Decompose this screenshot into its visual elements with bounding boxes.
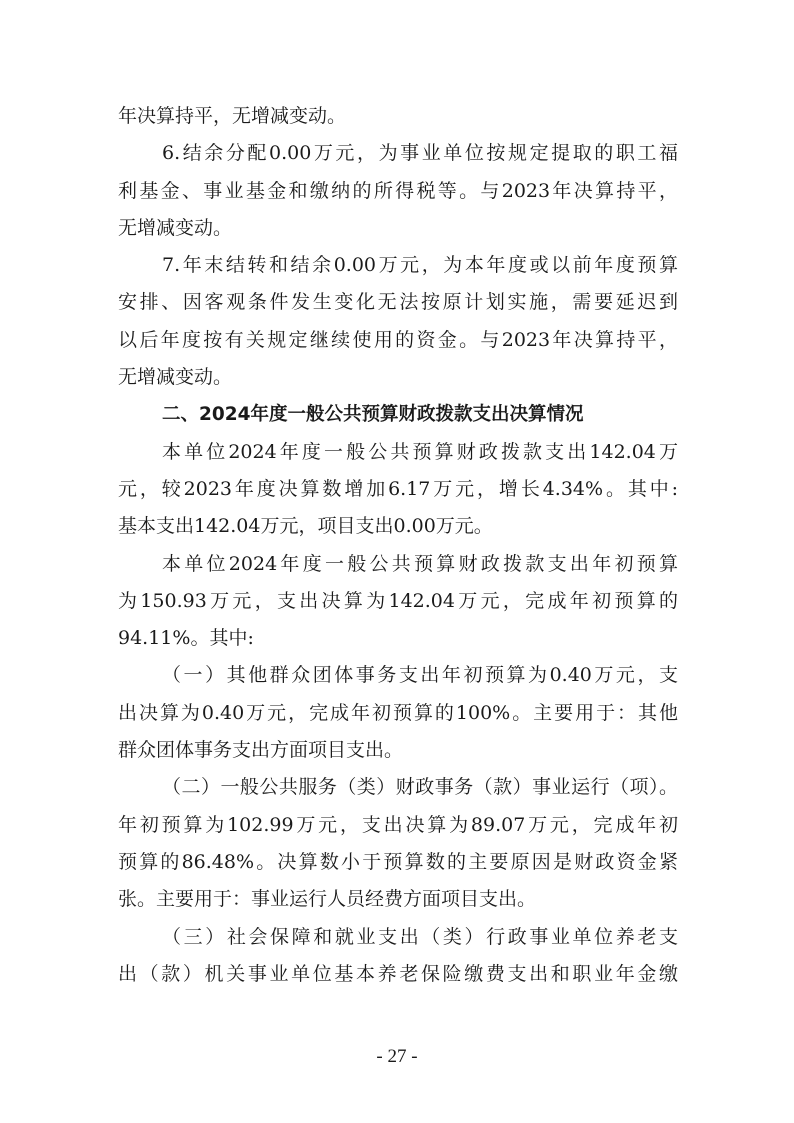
- text-line: 安排、因客观条件发生变化无法按原计划实施，需要延迟到: [118, 291, 678, 314]
- text-line: 年决算持平，无增减变动。: [118, 105, 347, 127]
- document-body: [118, 98, 678, 993]
- text-line: 出（款）机关事业单位基本养老保险缴费支出和职业年金缴: [118, 962, 678, 985]
- text-line: 利基金、事业基金和缴纳的所得税等。与2023年决算持平，: [118, 179, 678, 202]
- text-line: 以后年度按有关规定继续使用的资金。与2023年决算持平，: [118, 328, 678, 351]
- text-line: 预算的86.48%。决算数小于预算数的主要原因是财政资金紧: [118, 850, 678, 873]
- text-line: 94.11%。其中:: [118, 627, 254, 650]
- text-line: 群众团体事务支出方面项目支出。: [118, 739, 404, 762]
- text-line: 张。主要用于：事业运行人员经费方面项目支出。: [118, 888, 537, 911]
- text-line: 元，较2023年度决算数增加6.17万元，增长4.34%。其中:: [118, 477, 678, 500]
- text-line: 本单位2024年度一般公共预算财政拨款支出年初预算: [162, 552, 678, 575]
- text-line: （一）其他群众团体事务支出年初预算为0.40万元，支: [162, 664, 678, 687]
- text-line: 出决算为0.40万元，完成年初预算的100%。主要用于：其他: [118, 701, 678, 724]
- text-line: 基本支出142.04万元，项目支出0.00万元。: [118, 515, 493, 538]
- text-line: 7.年末结转和结余0.00万元，为本年度或以前年度预算: [162, 254, 678, 277]
- text-line: 年初预算为102.99万元，支出决算为89.07万元，完成年初: [118, 813, 678, 836]
- text-line: 无增减变动。: [118, 366, 233, 389]
- text-line: （三）社会保障和就业支出（类）行政事业单位养老支: [162, 925, 678, 948]
- page-number: - 27 -: [376, 1046, 418, 1067]
- text-line: （二）一般公共服务（类）财政事务（款）事业运行（项）。: [162, 776, 678, 799]
- text-line: 无增减变动。: [118, 216, 233, 239]
- text-line: 为150.93万元，支出决算为142.04万元，完成年初预算的: [118, 589, 678, 612]
- section-heading: 二、2024年度一般公共预算财政拨款支出决算情况: [162, 404, 584, 426]
- text-line: 6.结余分配0.00万元，为事业单位按规定提取的职工福: [162, 142, 678, 165]
- text-line: 本单位2024年度一般公共预算财政拨款支出142.04万: [162, 440, 678, 463]
